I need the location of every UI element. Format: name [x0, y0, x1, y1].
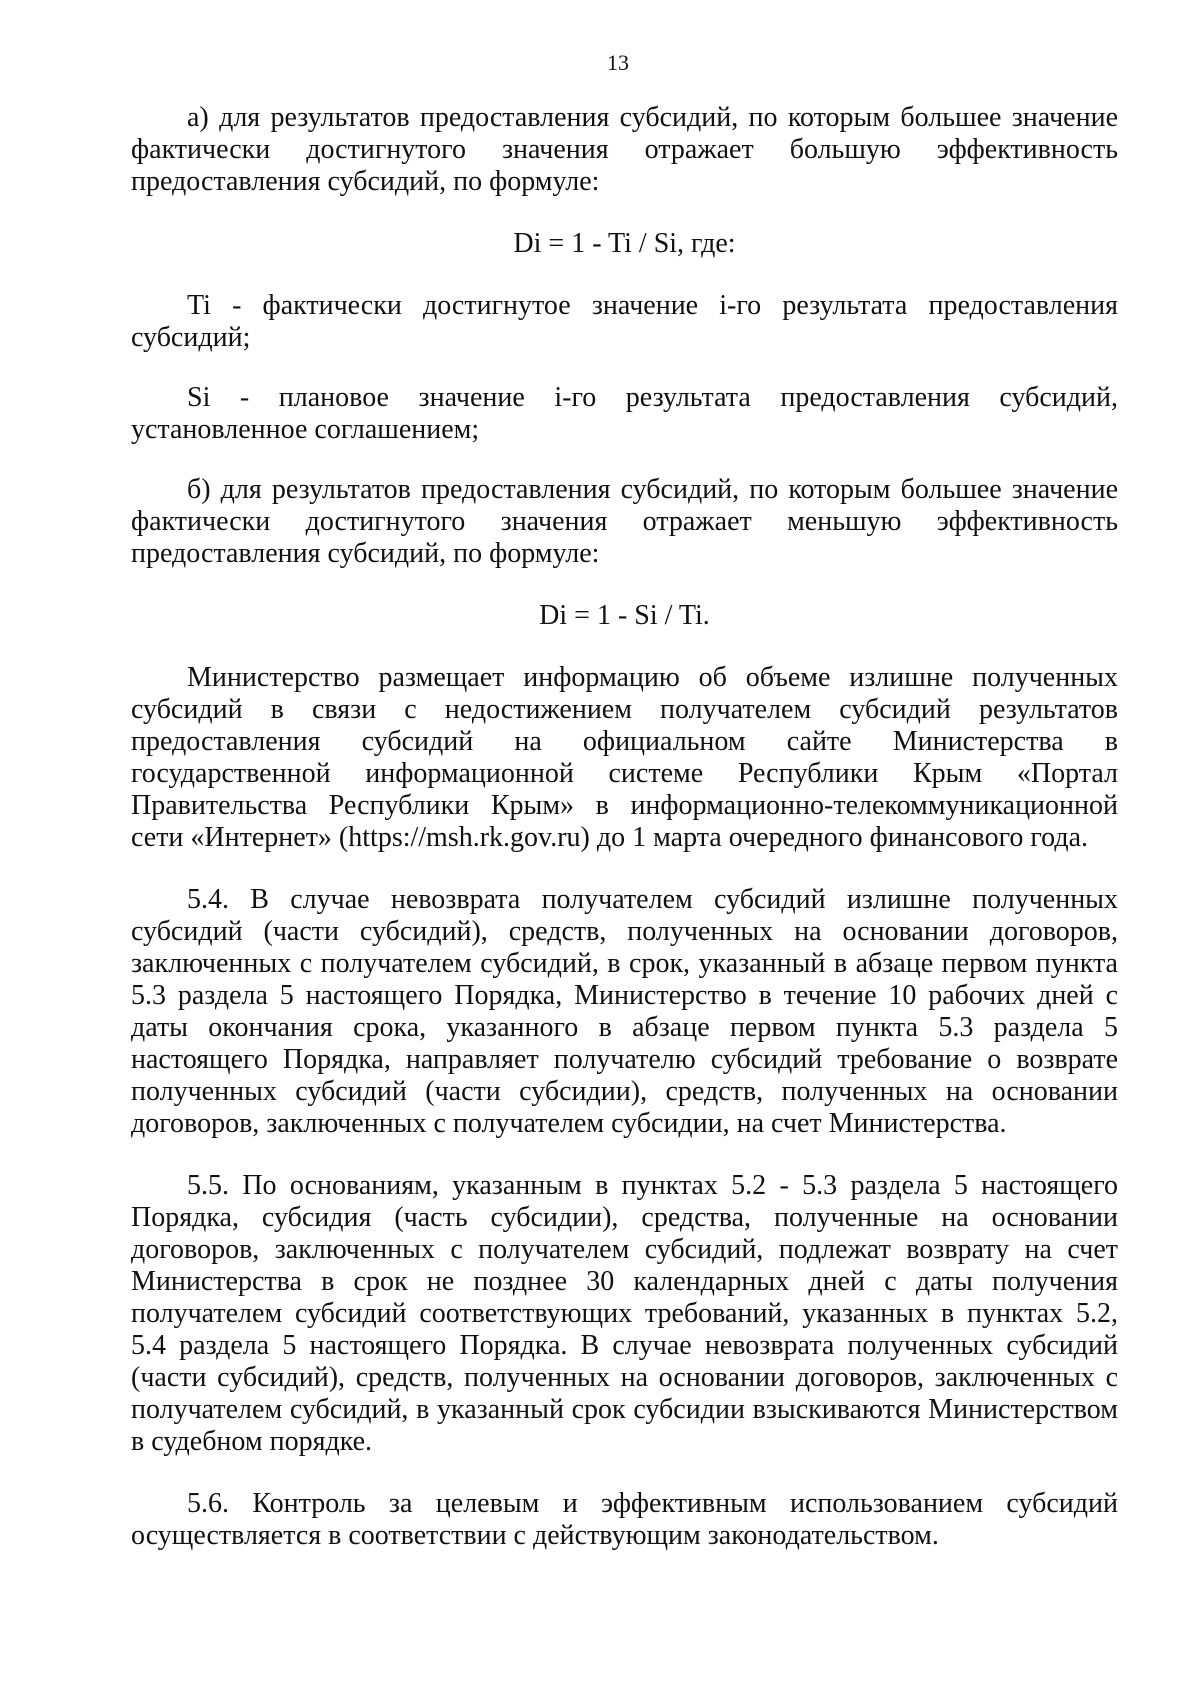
paragraph-ti-definition: Ti - фактически достигнутое значение i-го результата предоставления субсидий; [131, 290, 1118, 353]
paragraph-a: а) для результатов предоставления субсидий, по которым большее значение фактически достигнутого значения отражает большую эффективность предоставления субсидий, по формуле: [131, 102, 1118, 197]
spacer [131, 260, 1118, 290]
spacer [131, 1458, 1118, 1488]
formula-1: Di = 1 - Ti / Si, где: [513, 228, 736, 259]
formula-2: Di = 1 - Si / Ti. [539, 600, 710, 631]
paragraph-5-5: 5.5. По основаниям, указанным в пунктах 5.2 - 5.3 раздела 5 настоящего Порядка, субсидия (часть субсидии), средства, полученные на основании договоров, заключенных с получателем субсидий, подлежат возврату на счет Министерства в срок не позднее 30 календарных дней с даты получения получателем субсидий соответствующих требований, указанных в пунктах 5.2, 5.4 раздела 5 настоящего Порядка. В случае невозврата полученных субсидий (части субсидий), средств, полученных на основании договоров, заключенных с получателем субсидий, в указанный срок субсидии взыскиваются Министерством в судебном порядке. [131, 1170, 1118, 1457]
spacer [131, 354, 1118, 382]
paragraph-b: б) для результатов предоставления субсидий, по которым большее значение фактически достигнутого значения отражает меньшую эффективность предоставления субсидий, по формуле: [131, 474, 1118, 569]
spacer [131, 632, 1118, 662]
paragraph-si-definition: Si - плановое значение i-го результата предоставления субсидий, установленное соглашением; [131, 382, 1118, 445]
spacer [131, 198, 1118, 228]
spacer [131, 570, 1118, 600]
paragraph-5-4: 5.4. В случае невозврата получателем субсидий излишне полученных субсидий (части субсидий), средств, полученных на основании договоров, заключенных с получателем субсидий, в срок, указанный в абзаце первом пункта 5.3 раздела 5 настоящего Порядка, Министерство в течение 10 рабочих дней с даты окончания срока, указанного в абзаце первом пункта 5.3 раздела 5 настоящего Порядка, направляет получателю субсидий требование о возврате полученных субсидий (части субсидии), средств, полученных на основании договоров, заключенных с получателем субсидии, на счет Министерства. [131, 884, 1118, 1139]
document-body [131, 102, 1118, 1552]
paragraph-ministry-info: Министерство размещает информацию об объеме излишне полученных субсидий в связи с недостижением получателем субсидий результатов предоставления субсидий на официальном сайте Министерства в государственной информационной системе Республики Крым «Портал Правительства Республики Крым» в информационно-телекоммуникационной сети «Интернет» (https://msh.rk.gov.ru) до 1 марта очередного финансового года. [131, 662, 1118, 853]
page-number: 13 [607, 50, 629, 75]
paragraph-5-6: 5.6. Контроль за целевым и эффективным использованием субсидий осуществляется в соответствии с действующим законодательством. [131, 1488, 1118, 1551]
spacer [131, 854, 1118, 884]
spacer [131, 446, 1118, 474]
spacer [131, 1140, 1118, 1170]
